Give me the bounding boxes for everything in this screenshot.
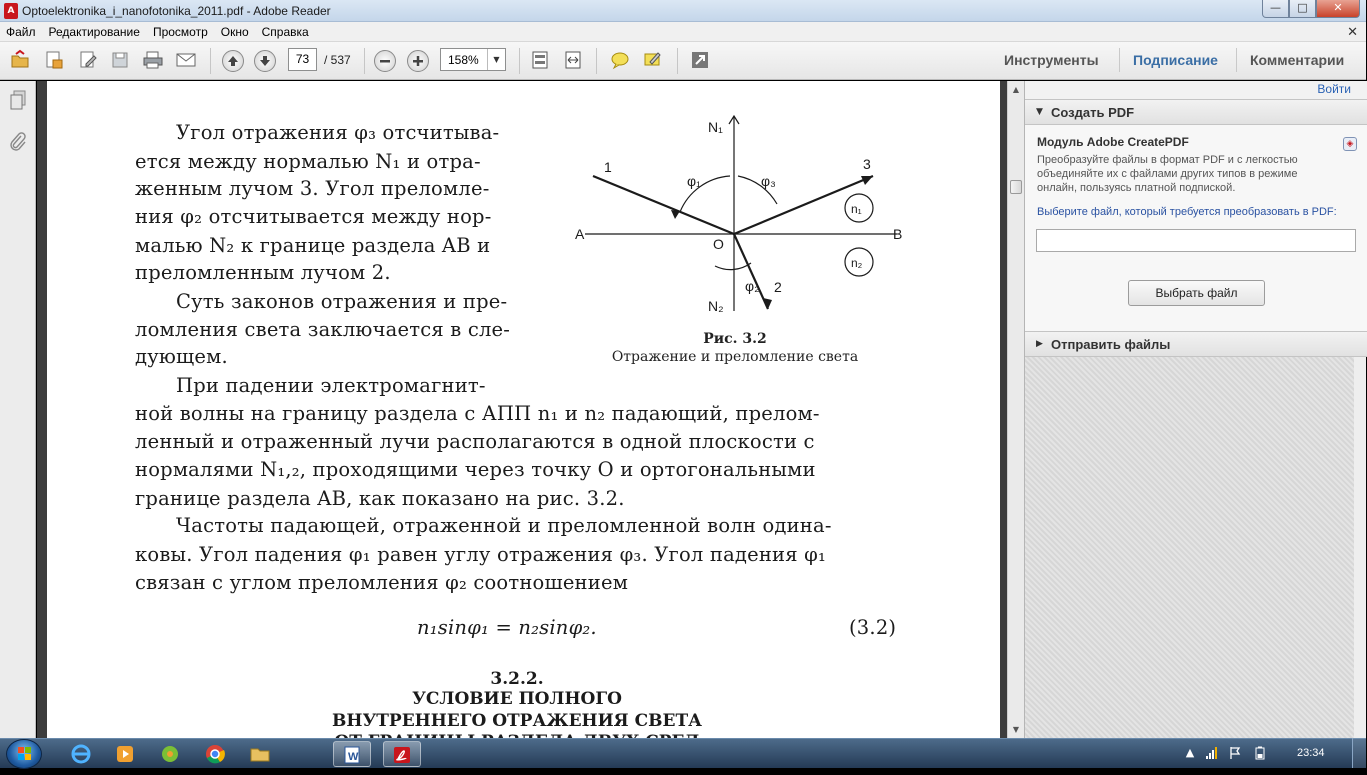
figure-diagram (567, 116, 927, 321)
text-line: Угол отражения φ₃ отсчитыва- (176, 121, 500, 144)
word-icon[interactable] (333, 741, 371, 767)
equation-number: (3.2) (849, 616, 897, 639)
text-line: дующем. (135, 345, 228, 368)
sign-in-link[interactable]: Войти (1317, 82, 1351, 96)
tab-separator (1236, 48, 1237, 72)
tab-comments[interactable]: Комментарии (1250, 52, 1345, 68)
open-icon[interactable] (9, 50, 31, 72)
text-line: ния φ₂ отсчитывается между нор- (135, 205, 492, 228)
close-document-icon[interactable]: ✕ (1347, 25, 1358, 40)
tab-separator (1119, 48, 1120, 72)
diagram-label-o: O (713, 236, 724, 252)
title-bar (0, 0, 1366, 22)
diagram-label-n1-axis: N₁ (708, 119, 723, 135)
attachments-icon[interactable] (8, 131, 28, 153)
zoom-value: 158% (448, 53, 479, 67)
highlight-icon[interactable] (642, 50, 664, 72)
scroll-up-icon[interactable]: ▲ (1012, 85, 1020, 94)
email-icon[interactable] (175, 50, 197, 72)
toolbar-separator (210, 48, 211, 74)
tab-tools[interactable]: Инструменты (1004, 52, 1099, 68)
diagram-label-medium2: n₂ (851, 256, 863, 270)
maximize-button[interactable]: □ (1289, 0, 1316, 18)
media-player-icon[interactable] (106, 741, 144, 767)
text-line: женным лучом 3. Угол преломле- (135, 177, 490, 200)
fit-page-icon[interactable] (529, 50, 551, 72)
window-controls (1262, 0, 1360, 19)
expand-icon[interactable] (689, 50, 711, 72)
module-description: Преобразуйте файлы в формат PDF и с легкостью объединяйте их с файлами других типов в режиме онлайн, пользуясь платной подпиской. (1037, 154, 1298, 194)
start-button[interactable] (6, 739, 42, 769)
toolbar-separator (596, 48, 597, 74)
incident-ray (593, 176, 734, 234)
menu-window[interactable]: Окно (220, 24, 249, 39)
page-total: / 537 (324, 53, 351, 67)
create-pdf-panel-title: Создать PDF (1051, 105, 1135, 120)
edit-icon[interactable] (77, 50, 99, 72)
comment-icon[interactable] (609, 50, 631, 72)
section-title-line: ВНУТРЕННЕГО ОТРАЖЕНИЯ СВЕТА (332, 711, 702, 731)
text-line: преломленным лучом 2. (135, 261, 391, 284)
save-icon[interactable] (109, 50, 131, 72)
tools-pane (1024, 81, 1366, 738)
diagram-label-phi1: φ₁ (687, 173, 701, 189)
file-prompt: Выберите файл, который требуется преобразовать в PDF: (1037, 206, 1337, 218)
previous-page-button[interactable] (222, 50, 244, 72)
print-icon[interactable] (142, 50, 164, 72)
text-line: ломления света заключается в сле- (135, 318, 511, 341)
text-line: Частоты падающей, отраженной и преломленной волн одина- (176, 514, 832, 537)
diagram-label-ray3: 3 (863, 156, 871, 172)
adobe-reader-icon[interactable] (383, 741, 421, 767)
fit-width-icon[interactable] (562, 50, 584, 72)
menu-file[interactable]: Файл (6, 24, 36, 39)
diagram-label-medium1: n₁ (851, 202, 862, 216)
module-title: Модуль Adobe CreatePDF (1037, 135, 1189, 149)
refracted-ray (734, 234, 768, 309)
incident-arrowhead (671, 210, 680, 219)
diagram-label-a: A (575, 226, 585, 242)
toolbar-separator (677, 48, 678, 74)
equation: n₁sinφ₁ = n₂sinφ₂. (417, 616, 597, 639)
section-title-line: УСЛОВИЕ ПОЛНОГО (412, 689, 622, 709)
create-pdf-module-icon: ◈ (1343, 137, 1357, 151)
menu-view[interactable]: Просмотр (152, 24, 208, 39)
create-pdf-icon[interactable] (43, 50, 65, 72)
toolbar-separator (364, 48, 365, 74)
diagram-label-b: B (893, 226, 903, 242)
document-view[interactable] (37, 81, 1007, 738)
text-line: ной волны на границу раздела с АПП n₁ и n₂ падающий, прелом- (135, 402, 820, 425)
diagram-label-n2-axis: N₂ (708, 298, 724, 314)
diagram-label-phi3: φ₃ (761, 173, 776, 189)
page-number-input[interactable]: 73 (288, 48, 317, 71)
action-center-flag-icon[interactable] (1228, 746, 1242, 760)
chrome-icon[interactable] (196, 741, 234, 767)
file-select-field[interactable] (1036, 229, 1356, 252)
pane-top-row (1025, 81, 1367, 99)
text-line: При падении электромагнит- (176, 374, 486, 397)
send-files-panel-header[interactable] (1025, 331, 1367, 357)
internet-explorer-icon[interactable] (62, 741, 100, 767)
send-files-panel-title: Отправить файлы (1051, 337, 1171, 352)
text-line: связан с углом преломления φ₂ соотношением (135, 571, 629, 594)
diagram-label-phi2: φ₂ (745, 278, 760, 294)
text-line: ется между нормалью N₁ и отра- (135, 150, 481, 173)
clock[interactable]: 23:34 (1297, 747, 1325, 759)
adobe-reader-icon[interactable]: A (4, 3, 18, 19)
file-explorer-icon[interactable] (241, 741, 279, 767)
close-button[interactable]: ✕ (1316, 0, 1360, 18)
zoom-out-button[interactable] (374, 50, 396, 72)
section-number: 3.2.2. (490, 669, 544, 689)
taskbar (0, 738, 1366, 768)
pages-icon[interactable] (8, 89, 28, 111)
scroll-thumb[interactable] (1010, 180, 1022, 194)
diagram-label-ray2: 2 (774, 279, 782, 295)
media-center-icon[interactable] (151, 741, 189, 767)
scroll-down-icon[interactable]: ▼ (1012, 725, 1020, 734)
toolbar-separator (519, 48, 520, 74)
text-line: малью N₂ к границе раздела AB и (135, 234, 491, 257)
chevron-down-icon[interactable]: ▼ (487, 49, 505, 70)
text-line: ковы. Угол падения φ₁ равен углу отражения φ₃. Угол падения φ₁ (135, 543, 827, 566)
pdf-page (47, 81, 1000, 761)
menu-bar (0, 22, 1366, 42)
show-hidden-icons[interactable]: ▲ (1185, 746, 1195, 759)
choose-file-button[interactable]: Выбрать файл (1128, 280, 1265, 306)
figure-caption-number: Рис. 3.2 (703, 331, 767, 347)
zoom-select[interactable] (440, 48, 506, 71)
menu-help[interactable]: Справка (261, 24, 309, 39)
network-icon[interactable] (1205, 746, 1219, 760)
tab-sign[interactable]: Подписание (1133, 52, 1218, 68)
triangle-right-icon: ▶ (1036, 339, 1043, 349)
battery-icon[interactable] (1253, 746, 1267, 760)
window-title: Optoelektronika_i_nanofotonika_2011.pdf - Adobe Reader (22, 4, 331, 18)
text-line: нормалями N₁,₂, проходящими через точку O и ортогональными (135, 458, 816, 481)
zoom-in-button[interactable] (407, 50, 429, 72)
next-page-button[interactable] (254, 50, 276, 72)
navigation-pane (0, 81, 36, 738)
phi2-arc (715, 263, 751, 270)
text-line: ленный и отраженный лучи располагаются в одной плоскости с (135, 430, 815, 453)
show-desktop-button[interactable] (1352, 738, 1366, 768)
text-line: границе раздела AB, как показано на рис. 3.2. (135, 487, 625, 510)
pane-scrollbar[interactable] (1354, 357, 1366, 738)
create-pdf-panel-header[interactable] (1025, 99, 1367, 125)
menu-edit[interactable]: Редактирование (48, 24, 140, 39)
text-line: Суть законов отражения и пре- (176, 290, 508, 313)
document-scrollbar[interactable] (1007, 81, 1024, 738)
minimize-button[interactable]: — (1262, 0, 1289, 18)
triangle-down-icon: ▼ (1036, 107, 1043, 117)
diagram-label-ray1: 1 (604, 159, 612, 175)
svg-text:W: W (348, 751, 359, 763)
figure-caption-title: Отражение и преломление света (611, 349, 859, 365)
